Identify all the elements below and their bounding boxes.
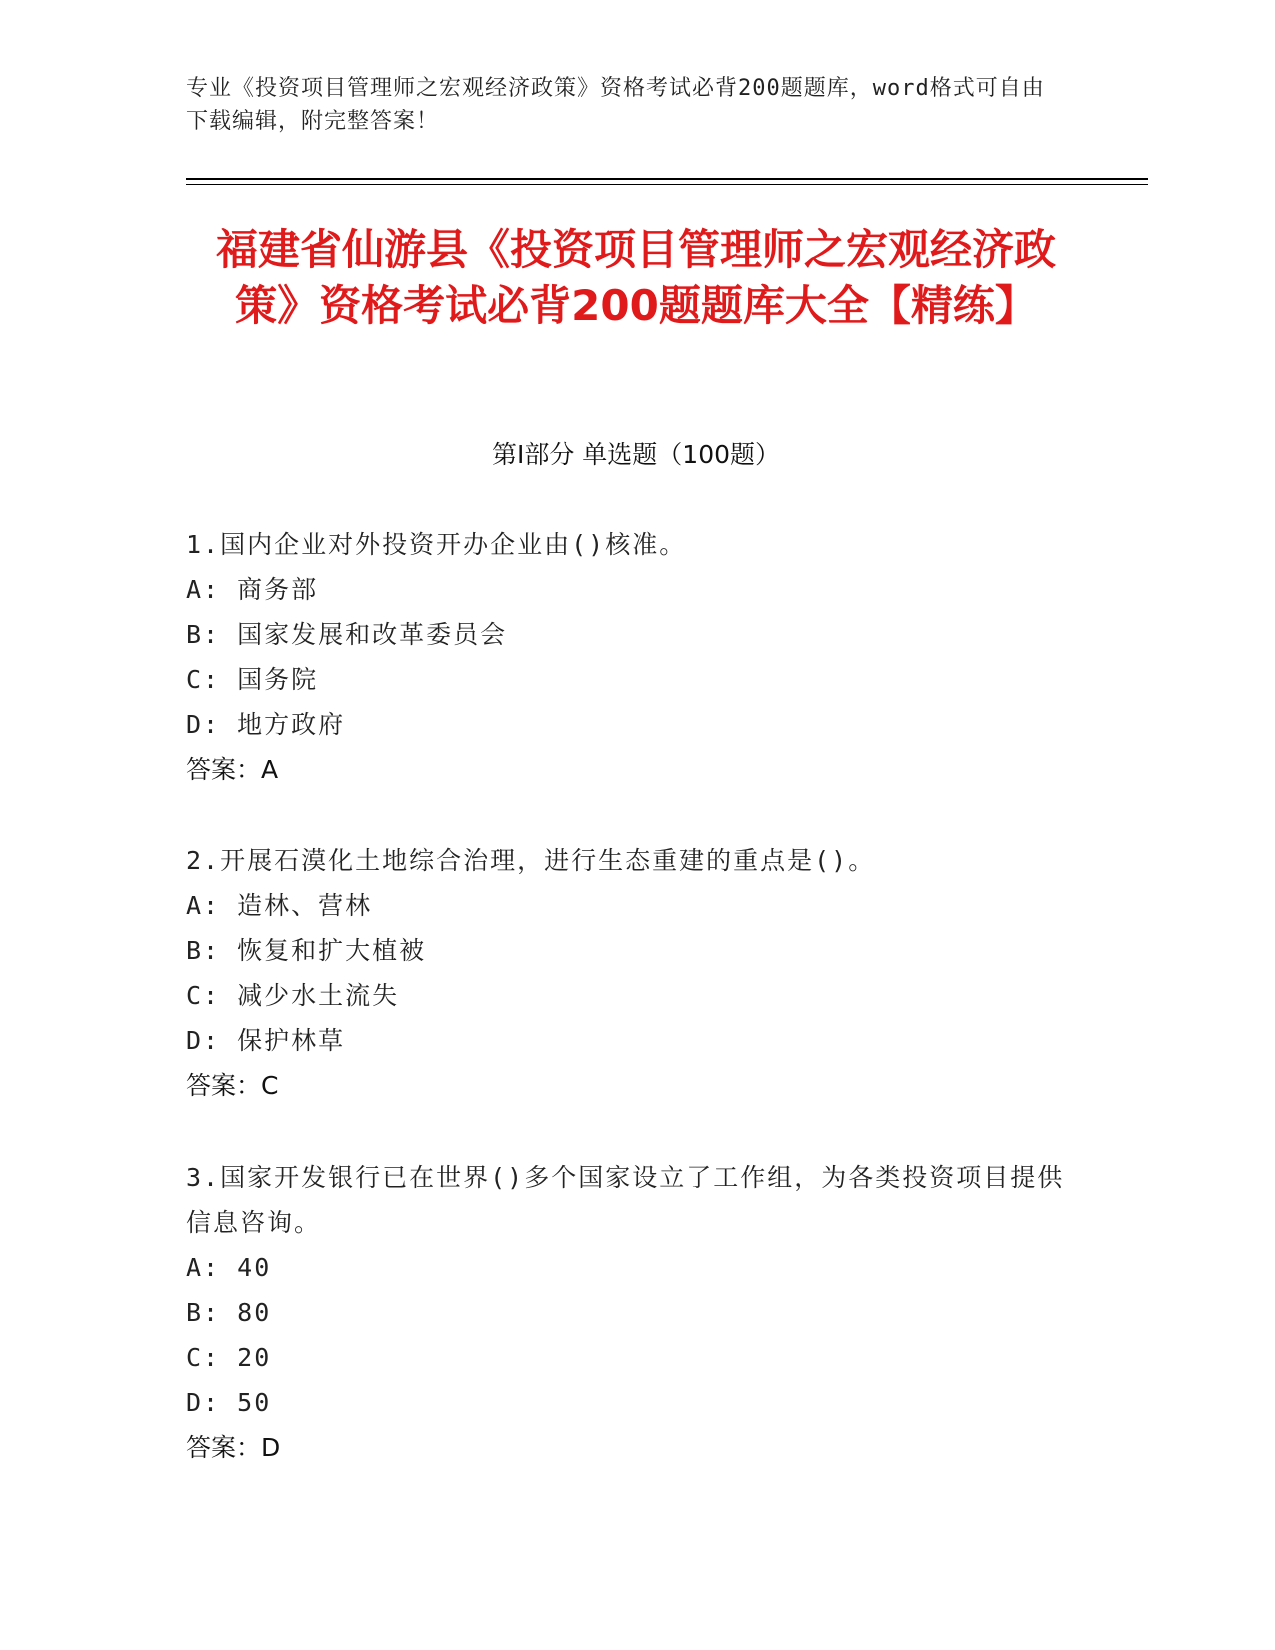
option-d: D: 地方政府	[186, 710, 346, 739]
header-divider-thin	[186, 184, 1148, 185]
option-a: A: 40	[186, 1253, 272, 1282]
header-divider-thick	[186, 178, 1148, 180]
option-d: D: 50	[186, 1388, 272, 1417]
answer-line: 答案：D	[186, 1433, 281, 1462]
section-heading: 第Ⅰ部分 单选题（100题）	[491, 440, 781, 469]
option-d: D: 保护林草	[186, 1026, 346, 1055]
answer-line: 答案：C	[186, 1071, 279, 1100]
answer-line: 答案：A	[186, 755, 279, 784]
option-a: A: 造林、营林	[186, 891, 373, 920]
option-b: B: 80	[186, 1298, 272, 1327]
header-note: 专业《投资项目管理师之宏观经济政策》资格考试必背200题题库，word格式可自由下载编辑，附完整答案！	[186, 76, 1045, 134]
option-b: B: 恢复和扩大植被	[186, 936, 427, 965]
question-stem: 2.开展石漠化土地综合治理，进行生态重建的重点是()。	[186, 846, 876, 875]
option-c: C: 20	[186, 1343, 272, 1372]
question-block	[186, 1155, 1066, 1470]
question-stem: 1.国内企业对外投资开办企业由()核准。	[186, 530, 687, 559]
document-title: 福建省仙游县《投资项目管理师之宏观经济政策》资格考试必背200题题库大全【精练】	[215, 225, 1056, 330]
option-c: C: 减少水土流失	[186, 981, 400, 1010]
question-block	[186, 838, 1066, 1108]
option-c: C: 国务院	[186, 665, 319, 694]
question-stem: 3.国家开发银行已在世界()多个国家设立了工作组，为各类投资项目提供信息咨询。	[186, 1163, 1065, 1237]
option-a: A: 商务部	[186, 575, 319, 604]
option-b: B: 国家发展和改革委员会	[186, 620, 508, 649]
question-block	[186, 522, 1066, 792]
